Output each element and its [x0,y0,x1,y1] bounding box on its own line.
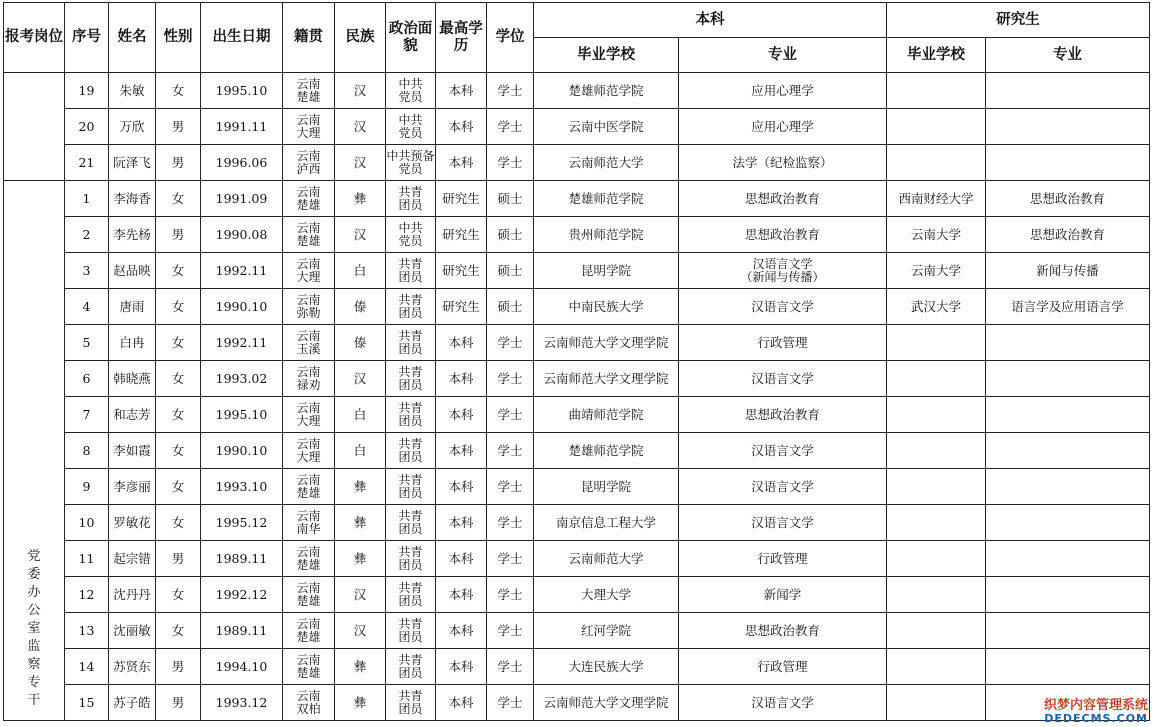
cell-no: 14 [65,649,109,685]
cell-origin: 云南 大理 [283,253,335,289]
header-undergrad: 本科 [534,3,887,38]
cell-ethnicity: 彝 [335,181,386,217]
cell-gender: 女 [156,253,201,289]
cell-degree: 学士 [487,649,534,685]
cell-education: 本科 [436,73,487,109]
cell-birth: 1994.10 [201,649,283,685]
cell-ethnicity: 汉 [335,613,386,649]
cell-political: 共青 团员 [386,649,436,685]
cell-g-major [986,649,1150,685]
cell-name: 李彦丽 [109,469,156,505]
cell-origin: 云南 双柏 [283,685,335,721]
cell-ug-major: 思想政治教育 [679,181,887,217]
cell-gender: 男 [156,109,201,145]
cell-ug-major: 汉语言文学 [679,433,887,469]
cell-origin: 云南 南华 [283,505,335,541]
cell-ug-major: 思想政治教育 [679,613,887,649]
cell-gender: 男 [156,685,201,721]
cell-ug-school: 云南师范大学文理学院 [534,325,679,361]
cell-ug-school: 楚雄师范学院 [534,181,679,217]
table-row [4,325,1150,361]
table-header [4,3,1150,73]
cell-ug-major: 行政管理 [679,649,887,685]
cell-political: 共青 团员 [386,361,436,397]
cell-political: 中共预备 党员 [386,145,436,181]
cell-ug-major: 行政管理 [679,541,887,577]
cell-name: 起宗错 [109,541,156,577]
cell-degree: 硕士 [487,253,534,289]
header-origin: 籍贯 [283,3,335,73]
cell-education: 研究生 [436,217,487,253]
cell-ug-major: 思想政治教育 [679,217,887,253]
header-degree: 学位 [487,3,534,73]
cell-ethnicity: 汉 [335,109,386,145]
cell-no: 2 [65,217,109,253]
cell-no: 19 [65,73,109,109]
cell-g-major [986,433,1150,469]
cell-birth: 1993.02 [201,361,283,397]
cell-degree: 学士 [487,505,534,541]
cell-gender: 女 [156,613,201,649]
cell-degree: 学士 [487,541,534,577]
cell-g-school [887,649,986,685]
cell-g-major: 语言学及应用语言学 [986,289,1150,325]
cell-gender: 男 [156,649,201,685]
cell-education: 本科 [436,361,487,397]
cell-gender: 男 [156,541,201,577]
cell-ethnicity: 汉 [335,217,386,253]
cell-g-major [986,397,1150,433]
table-row [4,289,1150,325]
cell-ethnicity: 汉 [335,145,386,181]
cell-birth: 1992.11 [201,253,283,289]
cell-birth: 1989.11 [201,613,283,649]
cell-origin: 云南 大理 [283,109,335,145]
cell-birth: 1992.12 [201,577,283,613]
cell-birth: 1990.08 [201,217,283,253]
cell-education: 研究生 [436,253,487,289]
cell-g-major [986,109,1150,145]
position-cell-group1 [4,73,65,181]
cell-g-major [986,577,1150,613]
cell-ug-school: 云南师范大学 [534,541,679,577]
table-row [4,109,1150,145]
cell-gender: 女 [156,397,201,433]
cell-ug-school: 中南民族大学 [534,289,679,325]
table-row [4,433,1150,469]
header-graduate: 研究生 [887,3,1150,38]
cell-ug-major: 汉语言文学 [679,685,887,721]
cell-no: 11 [65,541,109,577]
cell-birth: 1992.11 [201,325,283,361]
cell-ethnicity: 彝 [335,541,386,577]
header-g-school: 毕业学校 [887,38,986,73]
header-gender: 性别 [156,3,201,73]
cell-g-major [986,613,1150,649]
cell-name: 苏子皓 [109,685,156,721]
cell-no: 21 [65,145,109,181]
cell-g-major [986,325,1150,361]
cell-name: 沈丽敏 [109,613,156,649]
cell-degree: 学士 [487,433,534,469]
cell-ethnicity: 彝 [335,505,386,541]
cell-ug-school: 云南师范大学文理学院 [534,361,679,397]
cell-gender: 女 [156,325,201,361]
cell-ug-school: 大连民族大学 [534,649,679,685]
position-label: 党委办公室监察专干 [27,549,41,708]
cell-gender: 女 [156,577,201,613]
cell-name: 唐雨 [109,289,156,325]
cell-ug-school: 红河学院 [534,613,679,649]
table-row [4,541,1150,577]
cell-ug-major: 法学（纪检监察） [679,145,887,181]
table-row [4,217,1150,253]
watermark-line1: 织梦内容管理系统 [1043,698,1148,713]
table-row [4,397,1150,433]
cell-origin: 云南 禄劝 [283,361,335,397]
cell-ug-major: 汉语言文学 [679,505,887,541]
cell-degree: 学士 [487,109,534,145]
cell-political: 共青 团员 [386,505,436,541]
cell-birth: 1995.10 [201,397,283,433]
cell-g-school: 云南大学 [887,253,986,289]
cell-g-school [887,505,986,541]
cell-no: 4 [65,289,109,325]
cell-name: 和志芳 [109,397,156,433]
cell-gender: 男 [156,217,201,253]
cell-ethnicity: 汉 [335,577,386,613]
cell-birth: 1990.10 [201,433,283,469]
cell-origin: 云南 楚雄 [283,649,335,685]
cell-gender: 女 [156,361,201,397]
cell-g-school [887,613,986,649]
table-row [4,649,1150,685]
cell-origin: 云南 弥勒 [283,289,335,325]
cell-g-major [986,505,1150,541]
cell-political: 共青 团员 [386,253,436,289]
cell-birth: 1993.12 [201,685,283,721]
cell-origin: 云南 大理 [283,433,335,469]
cell-origin: 云南 楚雄 [283,541,335,577]
cell-ug-major: 汉语言文学 [679,361,887,397]
cell-birth: 1990.10 [201,289,283,325]
cell-political: 共青 团员 [386,613,436,649]
cell-g-major [986,145,1150,181]
cell-degree: 硕士 [487,181,534,217]
cell-no: 12 [65,577,109,613]
cell-ug-school: 云南中医学院 [534,109,679,145]
cell-ug-school: 贵州师范学院 [534,217,679,253]
cell-ug-school: 楚雄师范学院 [534,433,679,469]
cell-political: 中共 党员 [386,73,436,109]
cell-education: 研究生 [436,181,487,217]
cell-education: 本科 [436,541,487,577]
cell-g-school: 武汉大学 [887,289,986,325]
cell-gender: 女 [156,181,201,217]
cell-origin: 云南 楚雄 [283,217,335,253]
cell-name: 罗敏花 [109,505,156,541]
cell-origin: 云南 楚雄 [283,181,335,217]
cell-ug-school: 南京信息工程大学 [534,505,679,541]
cell-political: 共青 团员 [386,181,436,217]
cell-political: 中共 党员 [386,109,436,145]
table-row [4,181,1150,217]
cell-no: 20 [65,109,109,145]
cell-education: 本科 [436,613,487,649]
cell-ug-major: 汉语言文学 [679,469,887,505]
cell-political: 共青 团员 [386,541,436,577]
cell-education: 本科 [436,577,487,613]
cell-degree: 学士 [487,361,534,397]
table-row [4,613,1150,649]
cell-name: 韩晓燕 [109,361,156,397]
cell-birth: 1991.09 [201,181,283,217]
cell-ug-major: 汉语言文学 [679,289,887,325]
candidate-table [3,2,1150,721]
table-row [4,145,1150,181]
cell-ethnicity: 白 [335,433,386,469]
cell-ug-major: 行政管理 [679,325,887,361]
cell-ug-school: 云南师范大学 [534,145,679,181]
cell-name: 万欣 [109,109,156,145]
cell-degree: 学士 [487,685,534,721]
cell-no: 5 [65,325,109,361]
cell-no: 7 [65,397,109,433]
cell-g-major [986,73,1150,109]
cell-political: 共青 团员 [386,685,436,721]
cell-no: 3 [65,253,109,289]
cell-degree: 硕士 [487,217,534,253]
cell-g-school [887,109,986,145]
cell-g-school: 云南大学 [887,217,986,253]
header-g-major: 专业 [986,38,1150,73]
cell-ug-major: 应用心理学 [679,73,887,109]
cell-political: 共青 团员 [386,577,436,613]
cell-degree: 学士 [487,325,534,361]
watermark [1044,698,1148,725]
cell-education: 本科 [436,433,487,469]
cell-degree: 学士 [487,577,534,613]
cell-birth: 1995.12 [201,505,283,541]
cell-no: 9 [65,469,109,505]
cell-political: 共青 团员 [386,433,436,469]
cell-name: 苏贤东 [109,649,156,685]
cell-birth: 1991.11 [201,109,283,145]
cell-education: 本科 [436,325,487,361]
cell-name: 李先杨 [109,217,156,253]
cell-no: 1 [65,181,109,217]
cell-g-school: 西南财经大学 [887,181,986,217]
cell-name: 阮泽飞 [109,145,156,181]
cell-g-school [887,469,986,505]
cell-no: 8 [65,433,109,469]
cell-political: 共青 团员 [386,397,436,433]
table-row [4,253,1150,289]
cell-origin: 云南 玉溪 [283,325,335,361]
cell-g-major: 新闻与传播 [986,253,1150,289]
cell-g-school [887,541,986,577]
cell-ethnicity: 汉 [335,361,386,397]
cell-g-major: 思想政治教育 [986,181,1150,217]
cell-birth: 1995.10 [201,73,283,109]
cell-ug-school: 昆明学院 [534,253,679,289]
cell-degree: 学士 [487,613,534,649]
cell-ethnicity: 汉 [335,73,386,109]
table-row [4,73,1150,109]
cell-g-school [887,685,986,721]
cell-origin: 云南 泸西 [283,145,335,181]
cell-political: 中共 党员 [386,217,436,253]
cell-degree: 学士 [487,469,534,505]
cell-ug-major: 新闻学 [679,577,887,613]
cell-political: 共青 团员 [386,289,436,325]
cell-g-major: 思想政治教育 [986,217,1150,253]
cell-no: 6 [65,361,109,397]
cell-degree: 学士 [487,73,534,109]
cell-g-school [887,361,986,397]
cell-g-school [887,577,986,613]
cell-gender: 男 [156,145,201,181]
table-row [4,577,1150,613]
cell-g-school [887,145,986,181]
cell-education: 本科 [436,649,487,685]
cell-origin: 云南 楚雄 [283,73,335,109]
cell-education: 本科 [436,685,487,721]
cell-name: 沈丹丹 [109,577,156,613]
cell-no: 15 [65,685,109,721]
cell-education: 本科 [436,469,487,505]
cell-ethnicity: 傣 [335,289,386,325]
cell-gender: 女 [156,73,201,109]
cell-gender: 女 [156,433,201,469]
cell-ug-major: 汉语言文学 （新闻与传播） [679,253,887,289]
cell-degree: 学士 [487,397,534,433]
cell-ug-school: 云南师范大学文理学院 [534,685,679,721]
table-row [4,685,1150,721]
header-ethnicity: 民族 [335,3,386,73]
cell-education: 研究生 [436,289,487,325]
cell-no: 13 [65,613,109,649]
cell-birth: 1996.06 [201,145,283,181]
cell-education: 本科 [436,397,487,433]
cell-ethnicity: 白 [335,397,386,433]
cell-political: 共青 团员 [386,469,436,505]
cell-political: 共青 团员 [386,325,436,361]
table-row [4,469,1150,505]
table-row [4,505,1150,541]
cell-origin: 云南 楚雄 [283,577,335,613]
cell-g-major [986,361,1150,397]
header-no: 序号 [65,3,109,73]
cell-degree: 硕士 [487,289,534,325]
table-row [4,361,1150,397]
cell-g-major [986,469,1150,505]
cell-gender: 女 [156,289,201,325]
header-ug-school: 毕业学校 [534,38,679,73]
cell-name: 朱敏 [109,73,156,109]
cell-ug-school: 楚雄师范学院 [534,73,679,109]
cell-ug-major: 思想政治教育 [679,397,887,433]
cell-no: 10 [65,505,109,541]
cell-ug-school: 昆明学院 [534,469,679,505]
cell-origin: 云南 楚雄 [283,469,335,505]
cell-name: 白冉 [109,325,156,361]
cell-origin: 云南 楚雄 [283,613,335,649]
cell-g-school [887,325,986,361]
cell-ethnicity: 彝 [335,469,386,505]
header-political: 政治面貌 [386,3,436,73]
cell-education: 本科 [436,145,487,181]
cell-name: 李如霞 [109,433,156,469]
header-position: 报考岗位 [4,3,65,73]
cell-birth: 1993.10 [201,469,283,505]
position-cell-group2 [4,181,65,721]
cell-ethnicity: 白 [335,253,386,289]
table-body [4,73,1150,721]
header-name: 姓名 [109,3,156,73]
cell-gender: 女 [156,505,201,541]
cell-ethnicity: 彝 [335,649,386,685]
cell-ug-school: 大理大学 [534,577,679,613]
cell-ug-major: 应用心理学 [679,109,887,145]
cell-education: 本科 [436,505,487,541]
cell-name: 李海香 [109,181,156,217]
header-birth: 出生日期 [201,3,283,73]
cell-g-school [887,433,986,469]
cell-g-major [986,541,1150,577]
cell-origin: 云南 大理 [283,397,335,433]
cell-g-school [887,73,986,109]
cell-ethnicity: 傣 [335,325,386,361]
cell-gender: 女 [156,469,201,505]
header-ug-major: 专业 [679,38,887,73]
cell-birth: 1989.11 [201,541,283,577]
cell-g-school [887,397,986,433]
cell-name: 赵品映 [109,253,156,289]
header-education: 最高学历 [436,3,487,73]
cell-ethnicity: 彝 [335,685,386,721]
cell-ug-school: 曲靖师范学院 [534,397,679,433]
cell-degree: 学士 [487,145,534,181]
cell-education: 本科 [436,109,487,145]
watermark-line2: DEDECMS.COM [1044,712,1148,725]
